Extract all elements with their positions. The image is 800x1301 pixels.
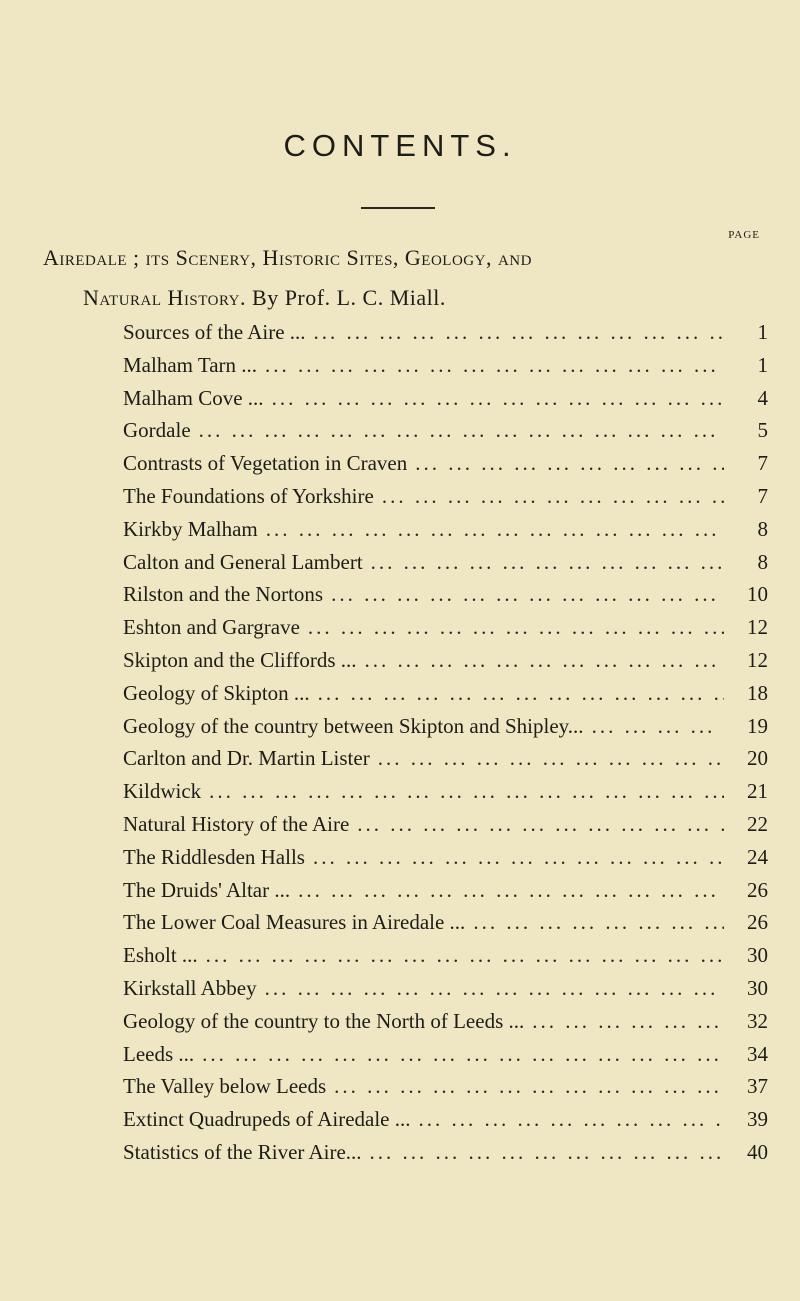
entry-page-number: 12 bbox=[747, 647, 768, 672]
entry-leader-dots bbox=[465, 910, 724, 935]
entry-page-number: 7 bbox=[757, 483, 768, 508]
entry-page-number: 37 bbox=[747, 1074, 768, 1099]
contents-entry bbox=[123, 648, 768, 681]
entry-label: The Foundations of Yorkshire bbox=[123, 483, 374, 508]
entry-label: Geology of Skipton ... bbox=[123, 680, 310, 705]
entry-page-number: 21 bbox=[747, 779, 768, 804]
entry-page-number: 30 bbox=[747, 943, 768, 968]
title-rule bbox=[361, 207, 435, 209]
entry-leader-dots bbox=[191, 418, 724, 443]
entry-page-number: 10 bbox=[747, 582, 768, 607]
contents-entry bbox=[123, 1074, 768, 1107]
contents-list bbox=[123, 320, 768, 1173]
entry-page-number: 26 bbox=[747, 910, 768, 935]
entry-leader-dots bbox=[370, 746, 724, 771]
entry-label: Skipton and the Cliffords ... bbox=[123, 647, 357, 672]
entry-leader-dots bbox=[257, 353, 724, 378]
page-column-label: PAGE bbox=[728, 229, 760, 241]
entry-leader-dots bbox=[305, 845, 724, 870]
contents-entry bbox=[123, 451, 768, 484]
entry-leader-dots bbox=[198, 943, 724, 968]
contents-entry bbox=[123, 681, 768, 714]
contents-entry bbox=[123, 353, 768, 386]
contents-entry bbox=[123, 418, 768, 451]
entry-page-number: 34 bbox=[747, 1041, 768, 1066]
contents-entry bbox=[123, 615, 768, 648]
entry-page-number: 1 bbox=[757, 352, 768, 377]
entry-label: The Valley below Leeds bbox=[123, 1074, 327, 1099]
entry-page-number: 4 bbox=[757, 385, 768, 410]
entry-leader-dots bbox=[357, 648, 724, 673]
entry-page-number: 40 bbox=[747, 1139, 768, 1164]
entry-page-number: 39 bbox=[747, 1107, 768, 1132]
entry-page-number: 24 bbox=[747, 844, 768, 869]
contents-entry bbox=[123, 582, 768, 615]
contents-entry bbox=[123, 845, 768, 878]
entry-label: The Lower Coal Measures in Airedale ... bbox=[123, 910, 466, 935]
entry-page-number: 8 bbox=[757, 549, 768, 574]
entry-page-number: 18 bbox=[747, 680, 768, 705]
entry-leader-dots bbox=[194, 1042, 724, 1067]
entry-label: Extinct Quadrupeds of Airedale ... bbox=[123, 1107, 411, 1132]
entry-page-number: 32 bbox=[747, 1008, 768, 1033]
entry-leader-dots bbox=[258, 517, 724, 542]
entry-label: Calton and General Lambert bbox=[123, 549, 363, 574]
entry-label: Natural History of the Aire bbox=[123, 811, 350, 836]
contents-entry bbox=[123, 484, 768, 517]
entry-leader-dots bbox=[310, 681, 724, 706]
section-heading-author: By Prof. L. C. Miall. bbox=[252, 285, 446, 310]
contents-entry bbox=[123, 779, 768, 812]
contents-entry bbox=[123, 976, 768, 1009]
entry-label: The Riddlesden Halls bbox=[123, 844, 305, 869]
entry-label: Geology of the country between Skipton and Shipley... bbox=[123, 713, 584, 738]
entry-page-number: 26 bbox=[747, 877, 768, 902]
entry-label: Eshton and Gargrave bbox=[123, 615, 300, 640]
section-heading-line1: Airedale ; its Scenery, Historic Sites, Geology, and bbox=[43, 245, 532, 270]
contents-entry bbox=[123, 1140, 768, 1173]
entry-leader-dots bbox=[362, 1140, 724, 1165]
entry-leader-dots bbox=[349, 812, 724, 837]
entry-leader-dots bbox=[407, 451, 724, 476]
entry-label: Esholt ... bbox=[123, 943, 198, 968]
entry-page-number: 20 bbox=[747, 746, 768, 771]
entry-leader-dots bbox=[323, 582, 724, 607]
entry-label: Leeds ... bbox=[123, 1041, 195, 1066]
entry-label: Kirkby Malham bbox=[123, 516, 258, 541]
entry-label: Malham Cove ... bbox=[123, 385, 264, 410]
entry-leader-dots bbox=[524, 1009, 724, 1034]
entry-page-number: 22 bbox=[747, 811, 768, 836]
entry-label: Sources of the Aire ... bbox=[123, 320, 306, 344]
entry-label: Gordale bbox=[123, 418, 191, 443]
entry-leader-dots bbox=[363, 550, 724, 575]
contents-entry bbox=[123, 1107, 768, 1140]
entry-label: The Druids' Altar ... bbox=[123, 877, 291, 902]
entry-leader-dots bbox=[257, 976, 724, 1001]
contents-entry bbox=[123, 517, 768, 550]
entry-leader-dots bbox=[290, 878, 724, 903]
entry-leader-dots bbox=[326, 1074, 724, 1099]
entry-leader-dots bbox=[300, 615, 724, 640]
contents-entry bbox=[123, 386, 768, 419]
entry-leader-dots bbox=[264, 386, 724, 411]
entry-page-number: 30 bbox=[747, 975, 768, 1000]
entry-page-number: 7 bbox=[757, 451, 768, 476]
contents-entry bbox=[123, 878, 768, 911]
entry-label: Statistics of the River Aire... bbox=[123, 1139, 362, 1164]
entry-label: Carlton and Dr. Martin Lister bbox=[123, 746, 370, 771]
contents-entry bbox=[123, 320, 768, 353]
contents-entry bbox=[123, 746, 768, 779]
entry-leader-dots bbox=[201, 779, 724, 804]
entry-leader-dots bbox=[411, 1107, 725, 1132]
contents-entry bbox=[123, 1009, 768, 1042]
contents-entry bbox=[123, 714, 768, 747]
contents-entry bbox=[123, 1042, 768, 1075]
entry-label: Geology of the country to the North of Leeds ... bbox=[123, 1008, 525, 1033]
entry-page-number: 1 bbox=[757, 320, 768, 344]
entry-label: Kildwick bbox=[123, 779, 202, 804]
entry-leader-dots bbox=[584, 714, 724, 739]
section-heading-line2 bbox=[83, 285, 783, 311]
entry-label: Kirkstall Abbey bbox=[123, 975, 257, 1000]
contents-entry bbox=[123, 550, 768, 583]
entry-page-number: 19 bbox=[747, 713, 768, 738]
contents-entry bbox=[123, 812, 768, 845]
page-title: CONTENTS. bbox=[283, 128, 517, 163]
entry-label: Malham Tarn ... bbox=[123, 352, 258, 377]
entry-leader-dots bbox=[374, 484, 724, 509]
entry-page-number: 12 bbox=[747, 615, 768, 640]
entry-page-number: 8 bbox=[757, 516, 768, 541]
entry-leader-dots bbox=[306, 320, 724, 345]
entry-label: Rilston and the Nortons bbox=[123, 582, 324, 607]
entry-page-number: 5 bbox=[757, 418, 768, 443]
contents-entry bbox=[123, 943, 768, 976]
contents-entry bbox=[123, 910, 768, 943]
section-heading-subject: Natural History. bbox=[83, 285, 247, 310]
entry-label: Contrasts of Vegetation in Craven bbox=[123, 451, 408, 476]
